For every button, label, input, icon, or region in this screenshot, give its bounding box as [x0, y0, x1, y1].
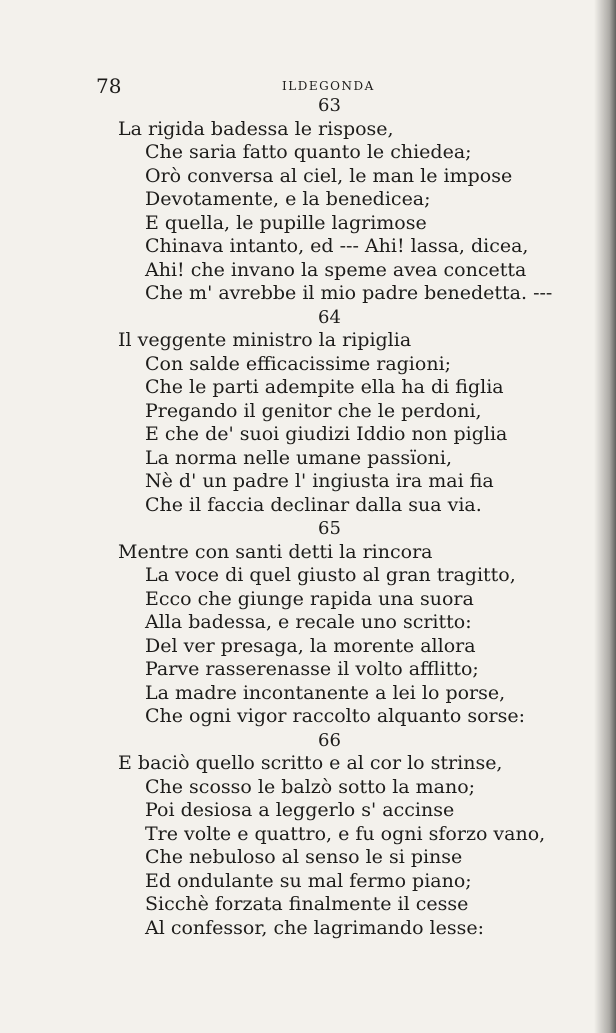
verse-line: La madre incontanente a lei lo porse, [145, 681, 506, 704]
verse-line: Pregando il genitor che le perdoni, [145, 399, 482, 422]
verse-line: Che m' avrebbe il mio padre benedetta. --- [145, 282, 553, 304]
page-header [96, 74, 496, 96]
verse-line: Ahi! che invano la speme avea concetta [145, 258, 527, 281]
page-number: 78 [96, 74, 122, 98]
verse-line: Mentre con santi detti la rincora [118, 540, 433, 563]
verse-line: La norma nelle umane passïoni, [145, 446, 453, 469]
verse-line: Parve rasserenasse il volto afflitto; [145, 658, 479, 680]
verse-line: Chinava intanto, ed --- Ahi! lassa, dicea, [145, 235, 529, 257]
verse-line: Alla badessa, e recale uno scritto: [145, 611, 472, 633]
verse-line: Nè d' un padre l' ingiusta ira mai fia [145, 470, 494, 492]
verse-line: Con salde efficacissime ragioni; [145, 352, 452, 375]
verse-line: Ecco che giunge rapida una suora [145, 587, 474, 610]
running-head: ILDEGONDA [282, 79, 375, 93]
verse-line: Del ver presaga, la morente allora [145, 634, 476, 657]
verse-line: Che il faccia declinar dalla sua via. [145, 493, 482, 516]
verse-line: Al confessor, che lagrimando lesse: [145, 916, 485, 939]
stanza-number: 63 [318, 95, 341, 116]
stanza-number: 64 [318, 306, 341, 328]
verse-line: La rigida badessa le rispose, [118, 117, 394, 140]
verse-line: La voce di quel giusto al gran tragitto, [145, 564, 516, 586]
verse-line: Che nebuloso al senso le si pinse [145, 846, 463, 868]
poem-body [118, 94, 553, 940]
verse-line: E baciò quello scritto e al cor lo strinse, [118, 752, 503, 774]
stanza-number: 65 [318, 518, 341, 539]
verse-line: Che le parti adempite ella ha di figlia [145, 376, 504, 398]
verse-line: Devotamente, e la benedicea; [145, 188, 431, 210]
stanza-number: 66 [318, 729, 341, 751]
page-edge-shadow [594, 0, 616, 1033]
verse-line: Poi desiosa a leggerlo s' accinse [145, 799, 455, 821]
verse-line: E quella, le pupille lagrimose [145, 211, 427, 234]
verse-line: Che ogni vigor raccolto alquanto sorse: [145, 705, 526, 727]
verse-line: E che de' suoi giudizi Iddio non piglia [145, 423, 508, 445]
verse-line: Che saria fatto quanto le chiedea; [145, 141, 472, 163]
verse-line: Che scosso le balzò sotto la mano; [145, 775, 476, 798]
verse-line: Orò conversa al ciel, le man le impose [145, 164, 513, 187]
verse-line: Il veggente ministro la ripiglia [118, 329, 412, 351]
verse-line: Ed ondulante su mal fermo piano; [145, 869, 472, 892]
verse-line: Tre volte e quattro, e fu ogni sforzo vano, [145, 822, 546, 845]
verse-line: Sicchè forzata finalmente il cesse [145, 893, 469, 915]
